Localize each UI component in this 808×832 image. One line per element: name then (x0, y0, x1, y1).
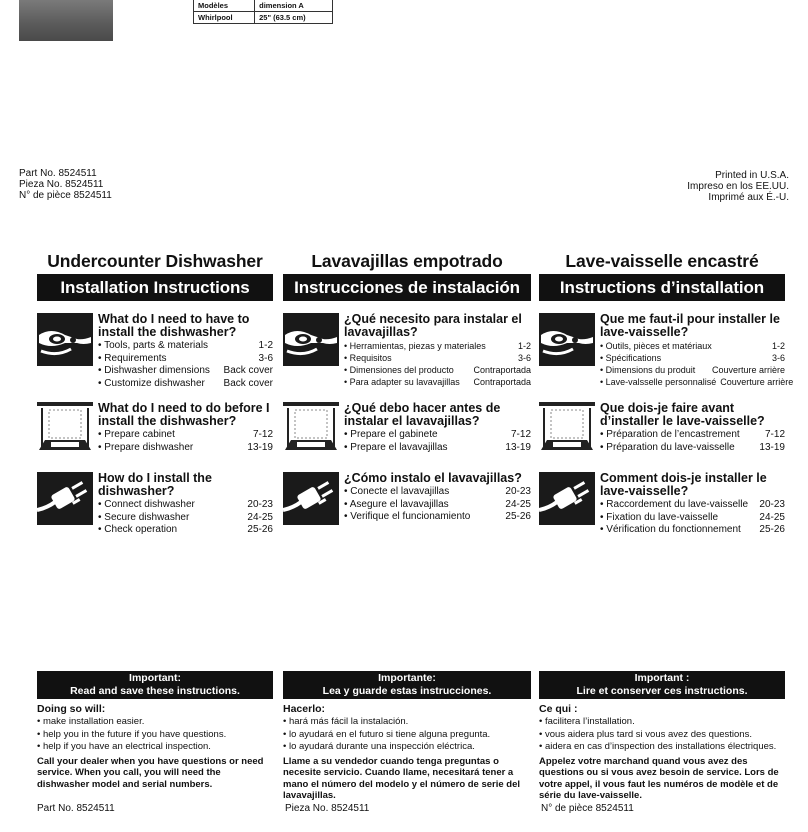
toc-item-page: Back cover (223, 365, 273, 376)
plug-icon (283, 472, 339, 525)
toc-item[interactable] (344, 340, 531, 352)
toc-list (98, 429, 273, 454)
pliers-icon (539, 313, 595, 366)
toc-list (98, 499, 273, 537)
list-item: • facilitera l’installation. (539, 716, 785, 729)
toc-section-heading: Que me faut-il pour installer le lave-vaisselle? (600, 312, 780, 339)
toc-item[interactable] (600, 340, 785, 352)
toc-item-label: • Dimensions du produit (600, 364, 695, 376)
toc-section-heading: ¿Qué debo hacer antes de instalar el lavavajillas? (344, 401, 501, 428)
toc-section-heading: How do I install the dishwasher? (98, 471, 212, 498)
important-banner (539, 671, 785, 699)
toc-section-text (98, 313, 273, 390)
part-number-fr: N° de pièce 8524511 (19, 190, 112, 201)
toc-item[interactable] (98, 512, 273, 525)
dimension-table (193, 0, 333, 24)
toc-section-text (98, 472, 273, 537)
list-item: • make installation easier. (37, 716, 273, 729)
column-title: Undercounter Dishwasher (47, 251, 263, 271)
toc-item-label: • Préparation du lave-vaisselle (600, 442, 735, 455)
toc-item[interactable] (600, 429, 785, 442)
toc-item-page: 3-6 (771, 353, 785, 363)
toc-item-page: 25-26 (505, 511, 531, 522)
list-item: • aidera en cas d’inspection des installations électriques. (539, 741, 785, 754)
toc-item-page: 1-2 (517, 341, 531, 351)
toc-list (600, 499, 785, 537)
toc-item[interactable] (98, 353, 273, 366)
toc-item-page: 3-6 (258, 352, 273, 364)
important-subtitle: Lire et conserver ces instructions. (576, 684, 748, 697)
toc-section-heading: What do I need to do before I install the dishwasher? (98, 401, 270, 428)
toc-list (344, 340, 531, 388)
toc-item-label: • Prepare cabinet (98, 429, 175, 442)
footer-part-number-es: Pieza No. 8524511 (285, 803, 370, 814)
toc-item[interactable] (600, 499, 785, 512)
important-note: Call your dealer when you have questions or need service. When you call, you will need the dishwasher model and serial numbers. (37, 755, 264, 790)
toc-item-label: • Vérification du fonctionnement (600, 524, 741, 537)
toc-section-heading: ¿Cómo instalo el lavavajillas? (344, 471, 522, 485)
toc-item-page: 25-26 (247, 524, 273, 535)
toc-list (600, 429, 785, 454)
cabinet-icon (37, 402, 93, 455)
plug-icon (539, 472, 595, 525)
toc-item-page: 3-6 (517, 353, 531, 363)
toc-item-label: • Préparation de l’encastrement (600, 429, 740, 442)
pliers-icon (37, 313, 93, 366)
toc-item-page: 20-23 (759, 499, 785, 510)
toc-item-label: • Prepare el lavavajillas (344, 442, 448, 455)
toc-item-page: 20-23 (247, 499, 273, 510)
pliers-icon (283, 313, 339, 366)
toc-item-label: • Outils, pièces et matériaux (600, 340, 712, 352)
toc-item-label: • Tools, parts & materials (98, 340, 208, 353)
important-lead: Doing so will: (37, 703, 106, 715)
toc-section-text (600, 402, 785, 454)
toc-item-label: • Connect dishwasher (98, 499, 195, 512)
important-note: Appelez votre marchand quand vous avez des questions ou si vous avez besoin de service. Lors de votre appel, il vous faut les numéros de modèle et de série du lave-vaisselle. (539, 755, 779, 801)
printed-in-es: Impreso en los EE.UU. (687, 181, 789, 192)
toc-item[interactable] (98, 340, 273, 353)
toc-item[interactable] (98, 429, 273, 442)
column-spanish (283, 250, 531, 522)
important-list (539, 716, 785, 754)
toc-item[interactable] (344, 429, 531, 442)
cover-image-fragment (19, 0, 113, 41)
toc-item[interactable] (344, 486, 531, 499)
important-title: Important: (129, 672, 181, 684)
toc-item-label: • Para adapter su lavavajillas (344, 376, 460, 388)
column-banner: Instructions d’installation (539, 274, 785, 301)
toc-item-label: • Dishwasher dimensions (98, 365, 210, 378)
toc-item-label: • Asegure el lavavajillas (344, 499, 449, 512)
toc-section-text (600, 312, 794, 388)
toc-item-page: 20-23 (505, 486, 531, 497)
toc-item-label: • Herramientas, piezas y materiales (344, 340, 486, 352)
printed-in-block (687, 170, 789, 203)
toc-item-page: Couverture arrière (720, 377, 794, 387)
column-french (539, 250, 794, 535)
toc-item[interactable] (344, 364, 531, 376)
important-title: Important : (634, 672, 690, 684)
toc-section-text (344, 313, 531, 388)
toc-item[interactable] (98, 524, 273, 537)
toc-list (600, 340, 794, 388)
column-banner: Installation Instructions (37, 274, 273, 301)
toc-item-label: • Verifique el funcionamiento (344, 511, 470, 524)
part-number-en: Part No. 8524511 (19, 168, 97, 179)
footer-part-number-fr: N° de pièce 8524511 (541, 803, 634, 814)
toc-section-text (98, 402, 273, 454)
list-item: • lo ayudará en el futuro si tiene alguna pregunta. (283, 729, 531, 742)
toc-section-heading: Comment dois-je installer le lave-vaisselle? (600, 471, 767, 498)
printed-in-fr: Imprimé aux É.-U. (708, 192, 789, 203)
important-list (37, 716, 273, 754)
list-item: • vous aidera plus tard si vous avez des questions. (539, 729, 785, 742)
toc-item-page: 13-19 (247, 441, 273, 453)
part-number-es: Pieza No. 8524511 (19, 179, 104, 190)
table-cell: Modèles (194, 0, 255, 12)
toc-list (98, 340, 273, 390)
table-cell: Whirlpool (194, 12, 255, 24)
important-lead: Ce qui : (539, 703, 578, 715)
toc-item[interactable] (344, 352, 531, 364)
toc-item-label: • Raccordement du lave-vaisselle (600, 499, 748, 512)
toc-item-label: • Fixation du lave-vaisselle (600, 512, 718, 525)
footer-part-number-en: Part No. 8524511 (37, 803, 115, 814)
toc-item-label: • Secure dishwasher (98, 512, 189, 525)
toc-item-label: • Requisitos (344, 352, 392, 364)
important-note: Llame a su vendedor cuando tenga preguntas o necesite servicio. Cuando llame, necesitará tener a mano el número del modelo y el número de serie del lavavajillas. (283, 755, 521, 801)
toc-item-label: • Check operation (98, 524, 177, 537)
toc-item-page: 25-26 (759, 524, 785, 535)
toc-item-page: 24-25 (759, 511, 785, 523)
cabinet-icon (283, 402, 339, 455)
toc-item[interactable] (98, 378, 273, 391)
cabinet-icon (539, 402, 595, 455)
important-lead: Hacerlo: (283, 703, 326, 715)
toc-item[interactable] (344, 511, 531, 524)
table-cell: 25" (63.5 cm) (255, 12, 333, 24)
toc-item-page: 7-12 (252, 429, 273, 440)
toc-item[interactable] (98, 365, 273, 378)
important-subtitle: Lea y guarde estas instrucciones. (322, 684, 492, 697)
important-list (283, 716, 531, 754)
toc-item-page: 1-2 (771, 341, 785, 351)
toc-item-label: • Spécifications (600, 352, 661, 364)
toc-section-text (344, 402, 531, 454)
toc-item[interactable] (344, 376, 531, 388)
toc-section-heading: Que dois-je faire avant d’installer le lave-vaisselle? (600, 401, 765, 428)
toc-item[interactable] (344, 499, 531, 512)
list-item: • lo ayudará durante una inspección eléctrica. (283, 741, 531, 754)
toc-item-page: Contraportada (473, 365, 531, 375)
toc-list (344, 486, 531, 524)
toc-item-label: • Customize dishwasher (98, 378, 205, 391)
toc-item[interactable] (344, 442, 531, 455)
important-box-english (37, 671, 273, 790)
toc-item-page: 24-25 (247, 511, 273, 523)
toc-item-label: • Conecte el lavavajillas (344, 486, 449, 499)
toc-item-label: • Requirements (98, 353, 167, 366)
toc-item-label: • Prepare el gabinete (344, 429, 438, 442)
table-row (194, 12, 333, 24)
column-banner: Instrucciones de instalación (283, 274, 531, 301)
toc-item[interactable] (600, 376, 794, 388)
important-box-spanish (283, 671, 531, 802)
toc-item[interactable] (600, 352, 785, 364)
toc-item-page: 24-25 (505, 498, 531, 510)
column-title: Lavavajillas empotrado (311, 251, 503, 271)
column-english (37, 250, 273, 535)
column-title: Lave-vaisselle encastré (565, 251, 759, 271)
toc-item-page: 1-2 (258, 340, 273, 351)
toc-section-heading: What do I need to have to install the dishwasher? (98, 312, 250, 339)
printed-in-en: Printed in U.S.A. (715, 170, 789, 181)
toc-item[interactable] (98, 442, 273, 455)
toc-section-text (344, 472, 531, 524)
table-row (194, 0, 333, 12)
toc-item[interactable] (600, 524, 785, 537)
list-item: • help if you have an electrical inspection. (37, 741, 273, 754)
toc-item-page: 13-19 (759, 441, 785, 453)
toc-section-text (600, 472, 785, 537)
toc-list (344, 429, 531, 454)
list-item: • help you in the future if you have questions. (37, 729, 273, 742)
toc-item-label: • Prepare dishwasher (98, 442, 193, 455)
toc-item-page: Couverture arrière (711, 365, 785, 375)
toc-item[interactable] (98, 499, 273, 512)
toc-item-label: • Lave-valsselle personnalisé (600, 376, 716, 388)
toc-item-page: 13-19 (505, 441, 531, 453)
important-box-french (539, 671, 785, 802)
table-cell: dimension A (255, 0, 333, 12)
important-banner (37, 671, 273, 699)
toc-item-page: Contraportada (473, 377, 531, 387)
toc-item[interactable] (600, 364, 785, 376)
important-subtitle: Read and save these instructions. (70, 684, 240, 697)
part-number-block (19, 168, 112, 201)
toc-item[interactable] (600, 512, 785, 525)
important-title: Importante: (378, 672, 436, 684)
toc-item-label: • Dimensiones del producto (344, 364, 454, 376)
important-banner (283, 671, 531, 699)
list-item: • hará más fácil la instalación. (283, 716, 531, 729)
toc-item-page: Back cover (223, 377, 273, 389)
toc-item-page: 7-12 (764, 429, 785, 440)
plug-icon (37, 472, 93, 525)
toc-section-heading: ¿Qué necesito para instalar el lavavajillas? (344, 312, 522, 339)
toc-item-page: 7-12 (510, 429, 531, 440)
toc-item[interactable] (600, 442, 785, 455)
